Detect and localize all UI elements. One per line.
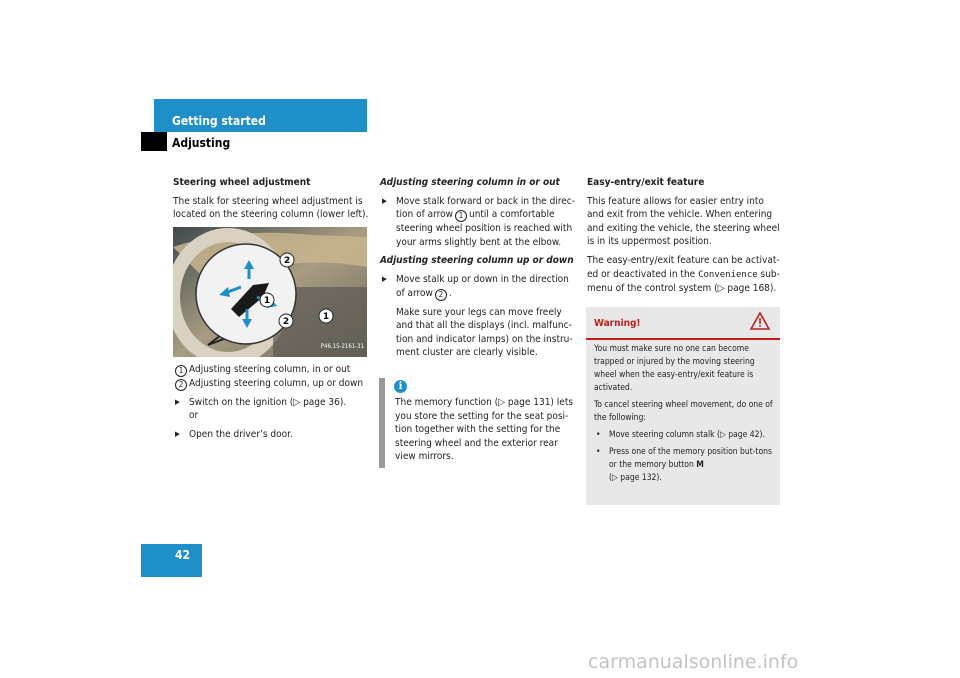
section-title: Getting started	[172, 114, 266, 128]
heading-in-or-out: Adjusting steering column in or out	[380, 177, 560, 188]
svg-text:2: 2	[282, 316, 290, 327]
bullet-move-up-down: ▶ Move stalk up or down in the direction of arrow 2 .	[380, 273, 576, 301]
info-text: The memory function (▷ page 131) lets you store the setting for the seat posi-tion together with the setting for the steering wheel and the exterior rear view mirrors.	[395, 397, 574, 463]
easy-entry-description: This feature allows for easier entry into and exit from the vehicle. When entering and exiting the vehicle, the steering wheel is in its uppermost position.	[587, 195, 780, 248]
info-bar	[379, 378, 385, 468]
warning-box	[586, 307, 780, 505]
heading-up-or-down: Adjusting steering column up or down	[380, 255, 574, 267]
info-box	[379, 378, 574, 468]
photo-code: P46.15-2161-31	[320, 343, 364, 351]
bullet-switch-ignition: ▶ Switch on the ignition (▷ page 36).	[173, 396, 369, 410]
warning-divider	[586, 338, 780, 340]
intro-text: The stalk for steering wheel adjustment is located on the steering column (lower left).	[173, 195, 369, 221]
page-number: 42	[174, 548, 190, 562]
svg-text:1: 1	[322, 311, 330, 322]
svg-text:2: 2	[283, 255, 291, 266]
warning-cancel-text: To cancel steering wheel movement, do one of the following:	[594, 400, 773, 423]
watermark: carmanualsonline.info	[588, 651, 799, 673]
warning-item-1: • Move steering column stalk (▷ page 42).	[594, 429, 776, 442]
column-3	[587, 176, 783, 301]
heading-easy-entry: Easy-entry/exit feature	[587, 177, 705, 188]
column-2	[380, 176, 576, 365]
easy-entry-activation: The easy-entry/exit feature can be activat-ed or deactivated in the Convenience sub-menu of the control system (▷ page 168).	[587, 254, 780, 295]
bullet-move-forward-back: ▶ Move stalk forward or back in the direc-tion of arrow 1 until a comfortable steering wheel position is reached with your arms slightly bent at the elbow.	[380, 195, 576, 250]
svg-text:1: 1	[263, 295, 271, 306]
legend-item-2: 2 Adjusting steering column, up or down	[173, 377, 369, 391]
column-1	[173, 176, 369, 447]
steering-stalk-photo	[173, 227, 367, 357]
warning-text: You must make sure no one can become trapped or injured by the moving steering wheel when the easy-entry/exit feature is activated.	[594, 344, 755, 393]
warning-title: Warning!	[594, 318, 641, 329]
legs-note: Make sure your legs can move freely and that all the displays (incl. malfunc-tion and indicator lamps) on the instru-ment cluster are clearly visible.	[396, 306, 573, 359]
heading-steering-wheel-adjustment: Steering wheel adjustment	[173, 177, 311, 188]
header-marker	[141, 132, 167, 151]
bullet-open-door: ▶ Open the driver’s door.	[173, 428, 369, 442]
subsection-title: Adjusting	[172, 136, 231, 150]
or-text: or	[189, 410, 199, 422]
warning-triangle-icon	[750, 312, 770, 335]
warning-item-2: • Press one of the memory position but-tons or the memory button M (▷ page 132).	[594, 446, 776, 485]
info-icon: i	[394, 380, 407, 393]
menu-name: Convenience	[698, 269, 758, 280]
legend-item-1: 1 Adjusting steering column, in or out	[173, 363, 369, 377]
